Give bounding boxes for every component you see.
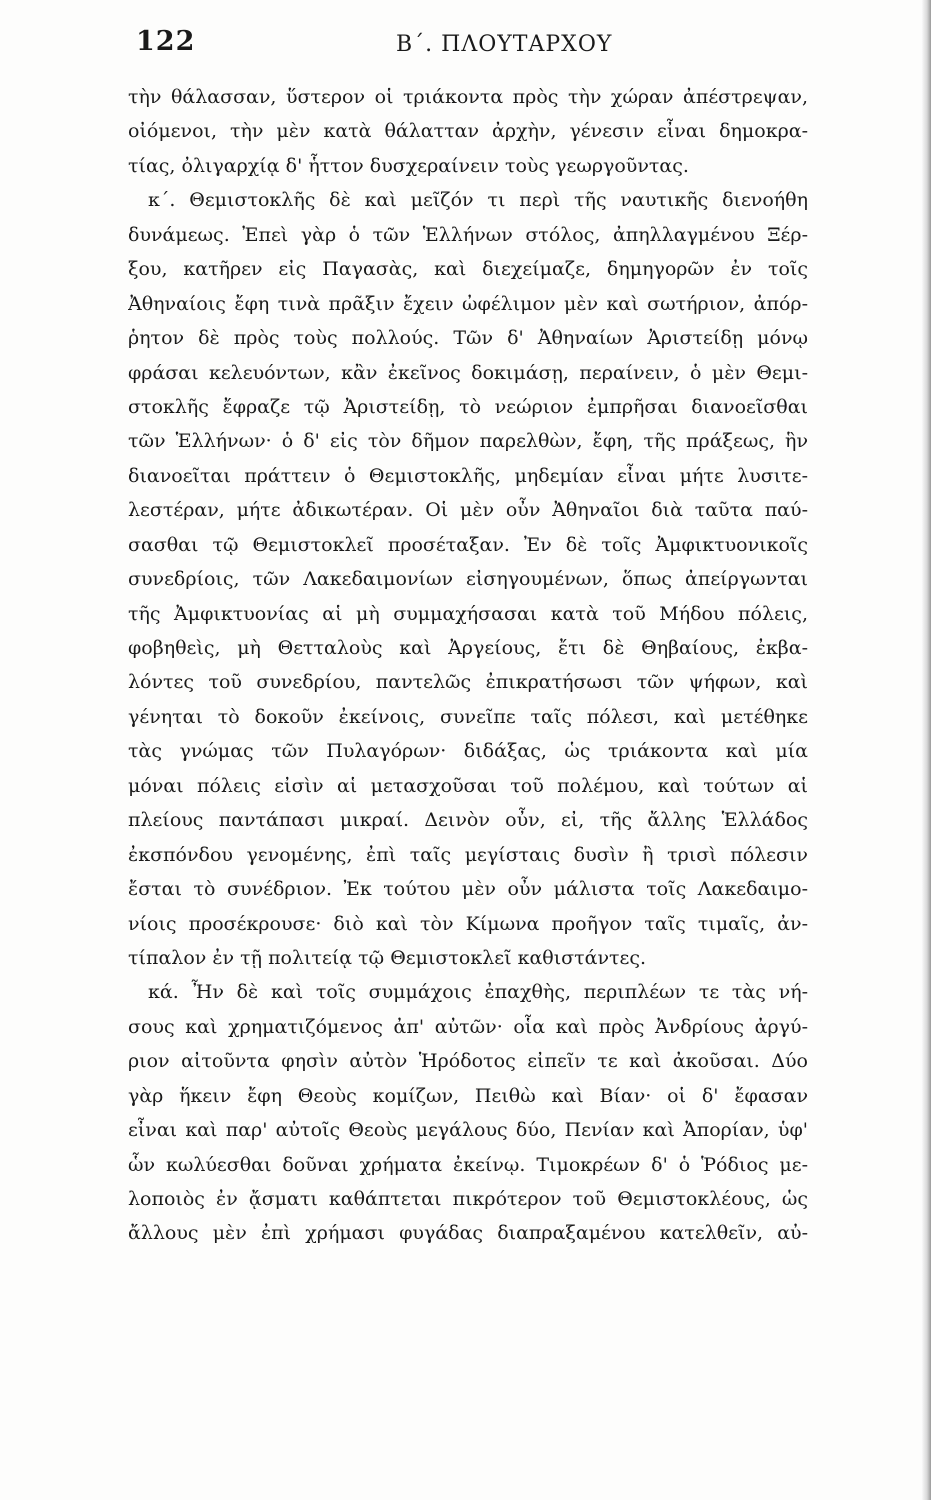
text-line: γένηται τὸ δοκοῦν ἐκείνοις, συνεῖπε ταῖς πόλεσι, καὶ μετέθηκε [128, 705, 808, 728]
text-line: ῥητον δὲ πρὸς τοὺς πολλούς. Τῶν δ' Ἀθηναίων Ἀριστείδῃ μόνῳ [128, 327, 808, 350]
running-head [136, 26, 806, 72]
text-line: φοβηθεὶς, μὴ Θετταλοὺς καὶ Ἀργείους, ἔτι δὲ Θηβαίους, ἐκβα- [128, 637, 808, 659]
text-line: γὰρ ἥκειν ἔφη Θεοὺς κομίζων, Πειθὼ καὶ Βίαν· οἱ δ' ἔφασαν [128, 1084, 808, 1107]
text-line: τῶν Ἑλλήνων· ὁ δ' εἰς τὸν δῆμον παρελθὼν, ἔφη, τῆς πράξεως, ἣν [128, 430, 808, 453]
text-line: τῆς Ἀμφικτυονίας αἱ μὴ συμμαχήσασαι κατὰ τοῦ Μήδου πόλεις, [128, 602, 808, 625]
text-line: ξου, κατῆρεν εἰς Παγασὰς, καὶ διεχείμαζε, δημηγορῶν ἐν τοῖς [128, 258, 808, 281]
page-number: 122 [136, 26, 196, 57]
text-line: τίας, ὀλιγαρχίᾳ δ' ἧττον δυσχεραίνειν τοὺς γεωργοῦντας. [128, 154, 689, 177]
text-line: νίοις προσέκρουσε· διὸ καὶ τὸν Κίμωνα προῆγον ταῖς τιμαῖς, ἀν- [128, 912, 808, 935]
text-line: τίπαλον ἐν τῇ πολιτείᾳ τῷ Θεμιστοκλεῖ καθιστάντες. [128, 946, 647, 969]
text-line: στοκλῆς ἔφραζε τῷ Ἀριστείδῃ, τὸ νεώριον ἐμπρῆσαι διανοεῖσθαι [128, 395, 808, 418]
text-line: τὴν θάλασσαν, ὕστερον οἱ τριάκοντα πρὸς τὴν χώραν ἀπέστρεψαν, [128, 86, 808, 108]
section-heading-line: κ΄. Θεμιστοκλῆς δὲ καὶ μεῖζόν τι περὶ τῆς ναυτικῆς διενοήθη [148, 189, 808, 212]
text-line: σους καὶ χρηματιζόμενος ἀπ' αὐτῶν· οἷα καὶ πρὸς Ἀνδρίους ἀργύ- [128, 1015, 808, 1038]
text-line: εἶναι καὶ παρ' αὐτοῖς Θεοὺς μεγάλους δύο, Πενίαν καὶ Ἀπορίαν, ὑφ' [128, 1119, 808, 1142]
text-line: φράσαι κελευόντων, κἂν ἐκεῖνος δοκιμάσῃ, περαίνειν, ὁ μὲν Θεμι- [128, 361, 808, 384]
text-line: λεστέραν, μήτε ἀδικωτέραν. Οἱ μὲν οὖν Ἀθηναῖοι διὰ ταῦτα παύ- [128, 499, 808, 522]
text-line: διανοεῖται πράττειν ὁ Θεμιστοκλῆς, μηδεμίαν εἶναι μήτε λυσιτε- [128, 464, 808, 487]
text-line: λοποιὸς ἐν ᾄσματι καθάπτεται πικρότερον τοῦ Θεμιστοκλέους, ὡς [128, 1188, 808, 1210]
text-line: τὰς γνώμας τῶν Πυλαγόρων· διδάξας, ὡς τριάκοντα καὶ μία [128, 740, 808, 763]
text-line: οἰόμενοι, τὴν μὲν κατὰ θάλατταν ἀρχὴν, γένεσιν εἶναι δημοκρα- [128, 120, 808, 143]
text-line: λόντες τοῦ συνεδρίου, παντελῶς ἐπικρατήσωσι τῶν ψήφων, καὶ [128, 671, 808, 694]
body-text [128, 80, 808, 1251]
text-line: σασθαι τῷ Θεμιστοκλεῖ προσέταξαν. Ἐν δὲ τοῖς Ἀμφικτυονικοῖς [128, 533, 808, 556]
text-line: Ἀθηναίοις ἔφη τινὰ πρᾶξιν ἔχειν ὠφέλιμον μὲν καὶ σωτήριον, ἀπόρ- [128, 292, 808, 315]
text-line: ριον αἰτοῦντα φησὶν αὐτὸν Ἡρόδοτος εἰπεῖν τε καὶ ἀκοῦσαι. Δύο [128, 1050, 808, 1073]
text-line: ἐκσπόνδου γενομένης, ἐπὶ ταῖς μεγίσταις δυσὶν ἢ τρισὶ πόλεσιν [128, 843, 808, 866]
text-line: ἔσται τὸ συνέδριον. Ἐκ τούτου μὲν οὖν μάλιστα τοῖς Λακεδαιμο- [128, 878, 808, 901]
text-line: ἄλλους μὲν ἐπὶ χρήμασι φυγάδας διαπραξαμένου κατελθεῖν, αὐ- [128, 1222, 808, 1245]
text-line: συνεδρίοις, τῶν Λακεδαιμονίων εἰσηγουμένων, ὅπως ἀπείργωνται [128, 568, 808, 591]
text-line: πλείους παντάπασι μικραί. Δεινὸν οὖν, εἰ, τῆς ἄλλης Ἑλλάδος [128, 809, 808, 832]
text-line: δυνάμεως. Ἐπεὶ γὰρ ὁ τῶν Ἑλλήνων στόλος, ἀπηλλαγμένου Ξέρ- [128, 223, 808, 246]
text-line: μόναι πόλεις εἰσὶν αἱ μετασχοῦσαι τοῦ πολέμου, καὶ τούτων αἱ [128, 774, 808, 797]
section-heading-line: κά. Ἦν δὲ καὶ τοῖς συμμάχοις ἐπαχθὴς, περιπλέων τε τὰς νή- [148, 981, 808, 1004]
book-title: Β΄. ΠΛΟΥΤΑΡΧΟΥ [396, 32, 613, 57]
page-edge-shadow [921, 0, 931, 1500]
text-line: ὧν κωλύεσθαι δοῦναι χρήματα ἐκείνῳ. Τιμοκρέων δ' ὁ Ῥόδιος με- [128, 1153, 808, 1176]
